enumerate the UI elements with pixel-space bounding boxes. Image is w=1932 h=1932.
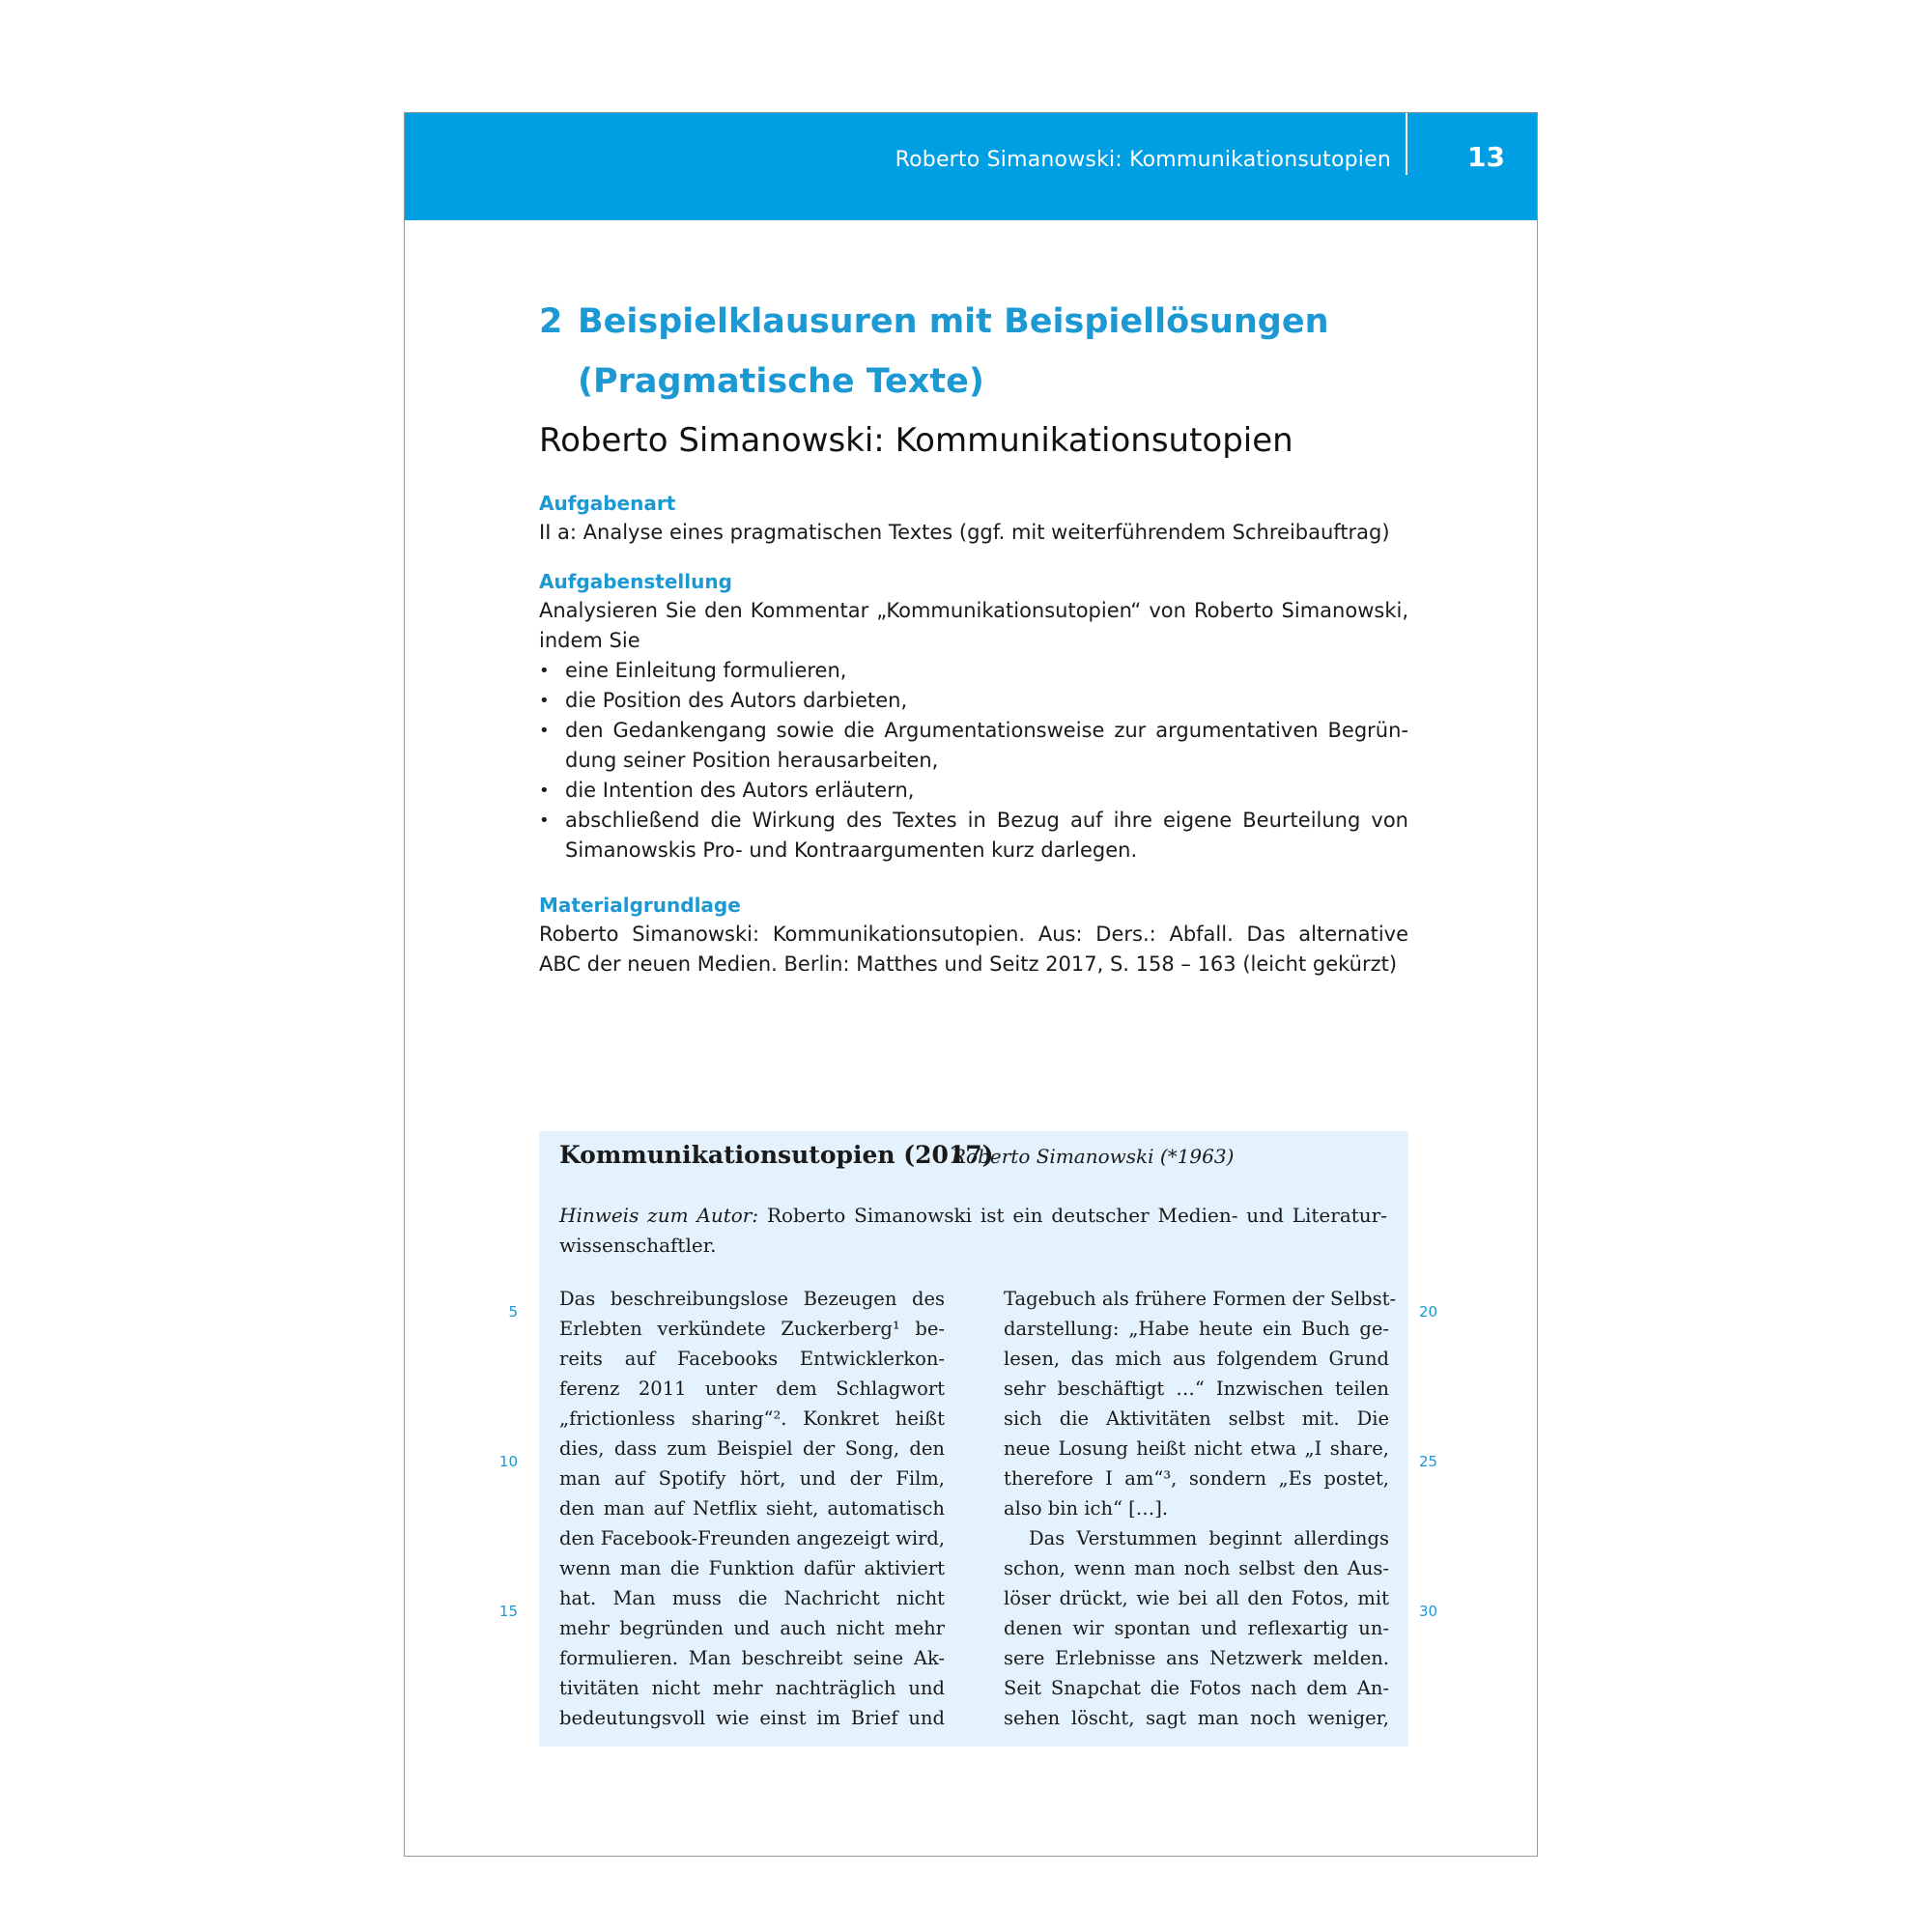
text-line: dies, dass zum Beispiel der Song, den [559, 1437, 945, 1460]
text-line: Das Verstummen beginnt allerdings [1029, 1527, 1389, 1549]
text-line: tivitäten nicht mehr nachträglich und [559, 1677, 945, 1699]
chapter-number: 2 [539, 302, 563, 341]
text-line: bedeutungsvoll wie einst im Brief und [559, 1707, 945, 1729]
text-line: den Facebook-Freunden angezeigt wird, [559, 1527, 946, 1549]
chapter-title-line2: (Pragmatische Texte) [578, 362, 984, 401]
line-number: 25 [1419, 1453, 1438, 1470]
text-line: mehr begründen und auch nicht mehr [559, 1617, 945, 1639]
text-line: Seit Snapchat die Fotos nach dem An- [1004, 1677, 1389, 1699]
text-line: reits auf Facebooks Entwicklerkon- [559, 1348, 945, 1370]
line-number: 15 [498, 1603, 518, 1620]
text-line: schon, wenn man noch selbst den Aus- [1004, 1557, 1389, 1579]
bullet-icon: • [539, 781, 550, 801]
text-column-left [559, 1284, 945, 1733]
chapter-title [539, 292, 1408, 412]
text-line: therefore I am“³, sondern „Es postet, [1004, 1467, 1389, 1490]
bullet-icon: • [539, 721, 550, 741]
material-box [539, 1131, 1408, 1747]
line-number: 20 [1419, 1303, 1438, 1321]
text-line: löser drückt, wie bei all den Fotos, mit [1004, 1587, 1389, 1609]
page-number: 13 [1467, 141, 1505, 173]
text-line: sehen löscht, sagt man noch weniger, [1004, 1707, 1389, 1729]
text-line: „frictionless sharing“². Konkret heißt [559, 1407, 945, 1430]
text-line: hat. Man muss die Nachricht nicht [559, 1587, 945, 1609]
bullet-icon: • [539, 661, 550, 681]
list-item: • die Position des Autors darbieten, [539, 686, 1408, 716]
hint-label: Hinweis zum Autor: [559, 1204, 759, 1227]
text-line: Tagebuch als frühere Formen der Selbst- [1004, 1288, 1397, 1310]
line-number: 30 [1419, 1603, 1438, 1620]
text-line: Erlebten verkündete Zuckerberg¹ be- [559, 1318, 945, 1340]
line-number: 10 [498, 1453, 518, 1470]
list-item: • die Intention des Autors erläutern, [539, 776, 1408, 806]
chapter-title-line1: Beispielklausuren mit Beispiellösungen [578, 302, 1329, 341]
text-line: Das beschreibungslose Bezeugen des [559, 1288, 945, 1310]
hint-text: Roberto Simanowski ist ein deutscher Medien- und Literaturwissenschaftler. [559, 1204, 1387, 1257]
task-list [539, 656, 1408, 866]
text-line: formulieren. Man beschreibt seine Ak- [559, 1647, 945, 1669]
text-line: man auf Spotify hört, und der Film, [559, 1467, 945, 1490]
text-line: lesen, das mich aus folgendem Grund [1004, 1348, 1389, 1370]
header-band [405, 113, 1537, 220]
book-page [404, 112, 1538, 1857]
materialgrundlage-label: Materialgrundlage [539, 894, 741, 917]
list-item: • eine Einleitung formulieren, [539, 656, 1408, 686]
page-content [539, 292, 1408, 980]
text-line: ferenz 2011 unter dem Schlagwort [559, 1378, 945, 1400]
text-line: neue Losung heißt nicht etwa „I share, [1004, 1437, 1389, 1460]
aufgabenstellung-intro: Analysieren Sie den Kommentar „Kommunikationsutopien“ von Roberto Simanowski, indem Sie [539, 599, 1408, 652]
running-title: Roberto Simanowski: Kommunikationsutopien [895, 148, 1391, 172]
text-line: also bin ich“ […]. [1004, 1497, 1169, 1520]
materialgrundlage-text: Roberto Simanowski: Kommunikationsutopien. Aus: Ders.: Abfall. Das alternative ABC der neuen Medien. Berlin: Matthes und Seitz 2017, S. 158 – 163 (leicht gekürzt) [539, 923, 1408, 976]
aufgabenart-label: Aufgabenart [539, 492, 676, 515]
bullet-icon: • [539, 810, 550, 831]
material-title: Kommunikationsutopien (2017) [559, 1141, 994, 1169]
text-line: darstellung: „Habe heute ein Buch ge- [1004, 1318, 1389, 1340]
bullet-icon: • [539, 691, 550, 711]
text-line: sehr beschäftigt …“ Inzwischen teilen [1004, 1378, 1389, 1400]
aufgabenstellung-label: Aufgabenstellung [539, 570, 732, 593]
list-item: • den Gedankengang sowie die Argumentationsweise zur argumentativen Begründung seiner Position herausarbeiten, [539, 716, 1408, 776]
author-hint [559, 1201, 1387, 1261]
text-line: wenn man die Funktion dafür aktiviert [559, 1557, 945, 1579]
text-line: sere Erlebnisse ans Netzwerk melden. [1004, 1647, 1389, 1669]
text-title: Roberto Simanowski: Kommunikationsutopien [539, 421, 1293, 460]
line-number: 5 [508, 1303, 518, 1321]
text-line: sich die Aktivitäten selbst mit. Die [1004, 1407, 1389, 1430]
text-line: denen wir spontan und reflexartig un- [1004, 1617, 1389, 1639]
aufgabenart-text: II a: Analyse eines pragmatischen Textes (ggf. mit weiterführendem Schreibauftrag) [539, 521, 1390, 544]
text-line: den man auf Netflix sieht, automatisch [559, 1497, 945, 1520]
header-divider [1406, 113, 1407, 175]
text-column-right [1004, 1284, 1397, 1733]
list-item: • abschließend die Wirkung des Textes in Bezug auf ihre eigene Beurteilung von Simanowskis Pro- und Kontraargumenten kurz darlegen. [539, 806, 1408, 866]
material-author: Roberto Simanowski (*1963) [952, 1145, 1235, 1168]
